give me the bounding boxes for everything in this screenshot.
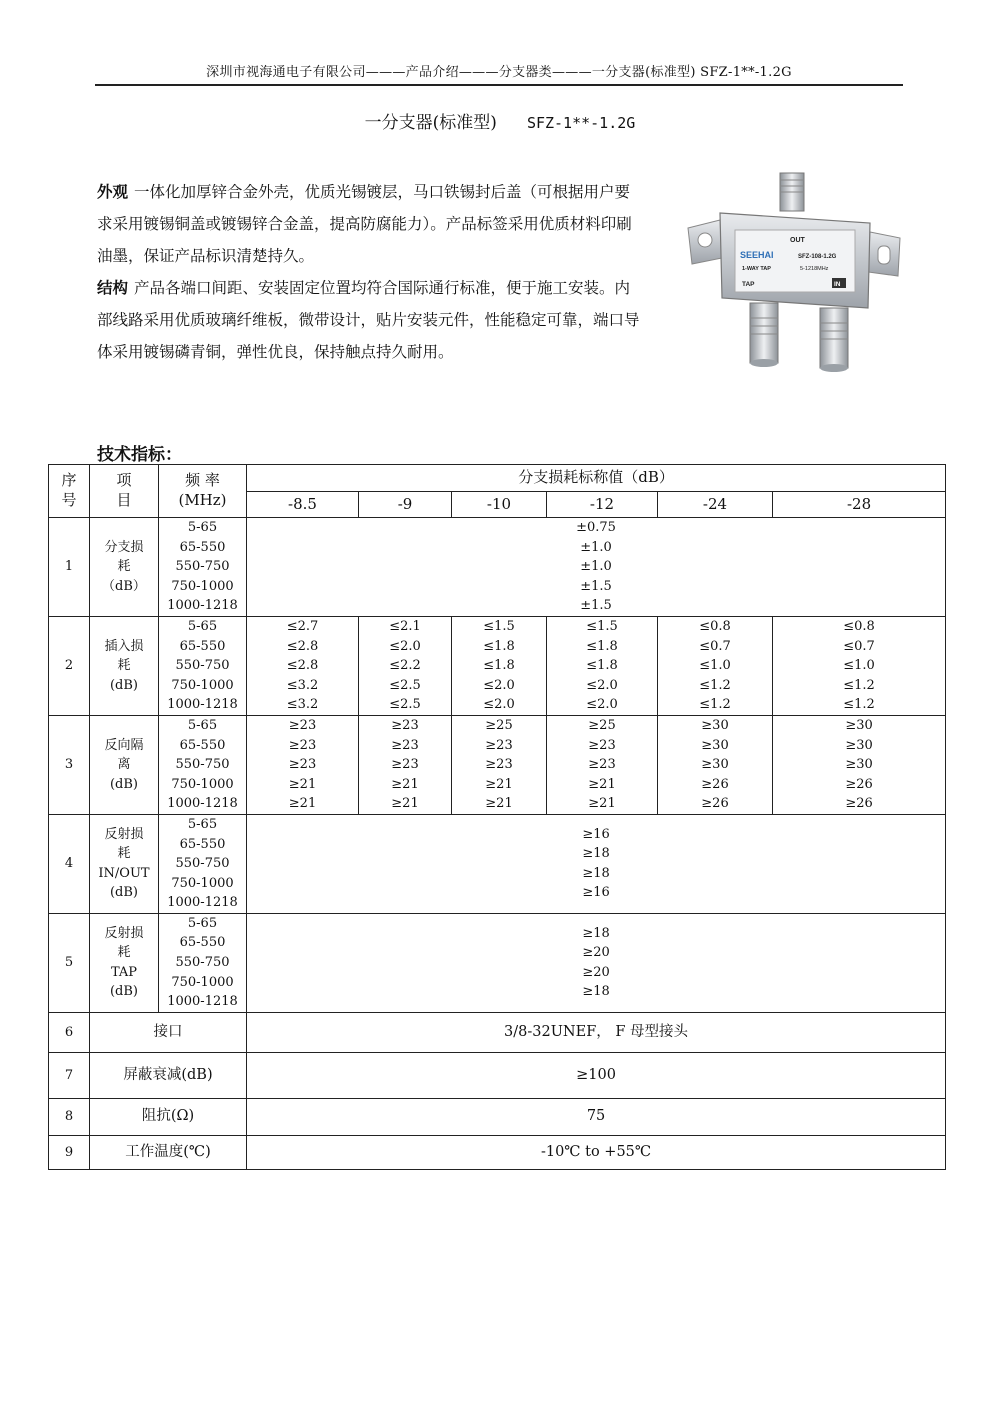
row-item: 插入损 耗 (dB) [90, 616, 159, 715]
tap-connector [750, 303, 778, 363]
table-row [49, 715, 946, 814]
row-value: 3/8-32UNEF， F 母型接头 [247, 1012, 946, 1052]
row-no: 4 [49, 814, 90, 913]
value-column: ≥23 ≥23 ≥23 ≥21 ≥21 [247, 715, 359, 814]
row-item: 反向隔 离 (dB) [90, 715, 159, 814]
tap-value-header: -24 [658, 492, 773, 518]
out-label: OUT [790, 237, 805, 244]
table-row [49, 1135, 946, 1169]
row-no: 2 [49, 616, 90, 715]
table-row [49, 1012, 946, 1052]
appearance-paragraph [97, 176, 642, 272]
page-title [0, 108, 1000, 133]
row-no: 9 [49, 1135, 90, 1169]
freq-bands: 5-65 65-550 550-750 750-1000 1000-1218 [159, 616, 247, 715]
table-row [49, 1052, 946, 1098]
in-connector [820, 308, 848, 368]
brand-label: SEEHAI [740, 250, 774, 260]
row-no: 8 [49, 1098, 90, 1135]
row-item: 工作温度(℃) [90, 1135, 247, 1169]
row-no: 7 [49, 1052, 90, 1098]
value-column: ≤1.5 ≤1.8 ≤1.8 ≤2.0 ≤2.0 [547, 616, 658, 715]
structure-paragraph [97, 272, 642, 368]
value-column: ≥23 ≥23 ≥23 ≥21 ≥21 [359, 715, 452, 814]
value-column: ≥30 ≥30 ≥30 ≥26 ≥26 [658, 715, 773, 814]
structure-text: 产品各端口间距、安装固定位置均符合国际通行标准，便于施工安装。内部线路采用优质玻璃纤维板，微带设计，贴片安装元件，性能稳定可靠，端口导体采用镀锡磷青铜，弹性优良，保持触点持久耐用。 [97, 279, 640, 361]
in-label: IN [834, 281, 841, 288]
col-item-header: 项 目 [90, 465, 159, 518]
value-column: ≤0.8 ≤0.7 ≤1.0 ≤1.2 ≤1.2 [658, 616, 773, 715]
tap-value-header: -9 [359, 492, 452, 518]
row-values: ≥18 ≥20 ≥20 ≥18 [247, 913, 946, 1012]
value-column: ≤1.5 ≤1.8 ≤1.8 ≤2.0 ≤2.0 [452, 616, 547, 715]
table-row [49, 814, 946, 913]
row-value: -10℃ to +55℃ [247, 1135, 946, 1169]
page-header: 深圳市视海通电子有限公司———产品介绍———分支器类———一分支器(标准型) SFZ-1**-1.2G [206, 65, 792, 80]
row-no: 3 [49, 715, 90, 814]
row-no: 5 [49, 913, 90, 1012]
row-item: 反射损 耗 TAP (dB) [90, 913, 159, 1012]
intro-section [97, 176, 642, 368]
row-item: 阻抗(Ω) [90, 1098, 247, 1135]
freq-bands: 5-65 65-550 550-750 750-1000 1000-1218 [159, 913, 247, 1012]
row-value: 75 [247, 1098, 946, 1135]
freq-label: 5-1218MHz [800, 266, 829, 272]
product-name: 一分支器(标准型) [364, 113, 497, 133]
freq-bands: 5-65 65-550 550-750 750-1000 1000-1218 [159, 715, 247, 814]
tap-value-header: -12 [547, 492, 658, 518]
table-row [49, 518, 946, 617]
tap-value-header: -8.5 [247, 492, 359, 518]
product-photo [680, 168, 905, 383]
appearance-label: 外观 [97, 183, 129, 201]
value-column: ≥25 ≥23 ≥23 ≥21 ≥21 [547, 715, 658, 814]
spec-table [48, 464, 946, 1170]
col-no-header: 序 号 [49, 465, 90, 518]
col-freq-header: 频 率 (MHz) [159, 465, 247, 518]
value-column: ≤2.7 ≤2.8 ≤2.8 ≤3.2 ≤3.2 [247, 616, 359, 715]
model-label: SFZ-108-1.2G [798, 254, 837, 260]
tap-value-header: -10 [452, 492, 547, 518]
structure-label: 结构 [97, 279, 129, 297]
value-column: ≤2.1 ≤2.0 ≤2.2 ≤2.5 ≤2.5 [359, 616, 452, 715]
appearance-text: 一体化加厚锌合金外壳，优质光锡镀层，马口铁锡封后盖（可根据用户要求采用镀锡铜盖或镀锡锌合金盖，提高防腐能力）。产品标签采用优质材料印刷油墨，保证产品标识清楚持久。 [97, 183, 632, 265]
row-item: 反射损 耗 IN/OUT (dB) [90, 814, 159, 913]
freq-bands: 5-65 65-550 550-750 750-1000 1000-1218 [159, 814, 247, 913]
row-no: 6 [49, 1012, 90, 1052]
row-item: 分支损 耗 （dB） [90, 518, 159, 617]
row-values: ±0.75 ±1.0 ±1.0 ±1.5 ±1.5 [247, 518, 946, 617]
type-label: 1-WAY TAP [742, 266, 771, 272]
tap-value-header: -28 [773, 492, 946, 518]
row-item: 屏蔽衰减(dB) [90, 1052, 247, 1098]
value-column: ≥25 ≥23 ≥23 ≥21 ≥21 [452, 715, 547, 814]
spec-heading: 技术指标： [97, 445, 182, 465]
freq-bands: 5-65 65-550 550-750 750-1000 1000-1218 [159, 518, 247, 617]
value-column: ≥30 ≥30 ≥30 ≥26 ≥26 [773, 715, 946, 814]
row-item: 接口 [90, 1012, 247, 1052]
value-column: ≤0.8 ≤0.7 ≤1.0 ≤1.2 ≤1.2 [773, 616, 946, 715]
tap-label: TAP [742, 281, 755, 288]
product-model: SFZ-1**-1.2G [526, 114, 636, 132]
row-value: ≥100 [247, 1052, 946, 1098]
group-header: 分支损耗标称值（dB） [247, 465, 946, 492]
header-rule [95, 84, 903, 86]
table-row [49, 913, 946, 1012]
table-row [49, 616, 946, 715]
table-row [49, 1098, 946, 1135]
row-no: 1 [49, 518, 90, 617]
row-values: ≥16 ≥18 ≥18 ≥16 [247, 814, 946, 913]
